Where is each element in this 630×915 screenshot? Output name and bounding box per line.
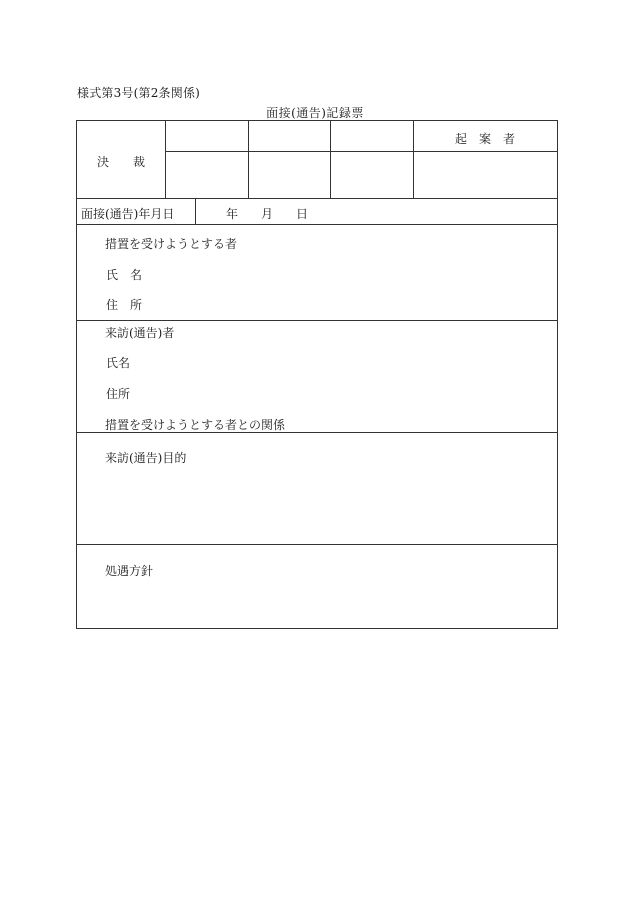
drafter-label: 起 案 者 [455, 132, 516, 146]
form-title: 面接(通告)記録票 [266, 106, 364, 120]
date-row-top-line [76, 198, 558, 199]
visitor-section-bottom-line [76, 432, 558, 433]
policy-entry-area[interactable] [77, 580, 557, 627]
approval-stamp-cell-1[interactable] [166, 152, 247, 197]
purpose-heading: 来訪(通告)目的 [105, 451, 187, 465]
date-day-label: 日 [296, 207, 309, 221]
visitor-address-label: 住所 [106, 387, 131, 401]
approval-stamp-cell-3[interactable] [331, 152, 412, 197]
drafter-stamp-cell[interactable] [414, 152, 556, 197]
date-year-label: 年 [226, 207, 239, 221]
purpose-entry-area[interactable] [77, 465, 557, 543]
visitor-name-label: 氏名 [106, 356, 131, 370]
date-month-label: 月 [261, 207, 274, 221]
date-row-divider [195, 198, 196, 224]
form-reference: 様式第3号(第2条関係) [77, 86, 201, 100]
subject-name-label: 氏 名 [106, 268, 143, 282]
approval-stamp-cell-2[interactable] [249, 152, 329, 197]
subject-section-bottom-line [76, 320, 558, 321]
policy-heading: 処遇方針 [105, 564, 154, 578]
subject-address-label: 住 所 [106, 298, 143, 312]
visitor-heading: 来訪(通告)者 [105, 326, 175, 340]
date-label: 面接(通告)年月日 [81, 207, 175, 221]
subject-heading: 措置を受けようとする者 [105, 237, 238, 251]
purpose-section-bottom-line [76, 544, 558, 545]
visitor-relation-label: 措置を受けようとする者との関係 [105, 418, 286, 432]
decision-label: 決 裁 [97, 155, 146, 169]
date-row-bottom-line [76, 224, 558, 225]
